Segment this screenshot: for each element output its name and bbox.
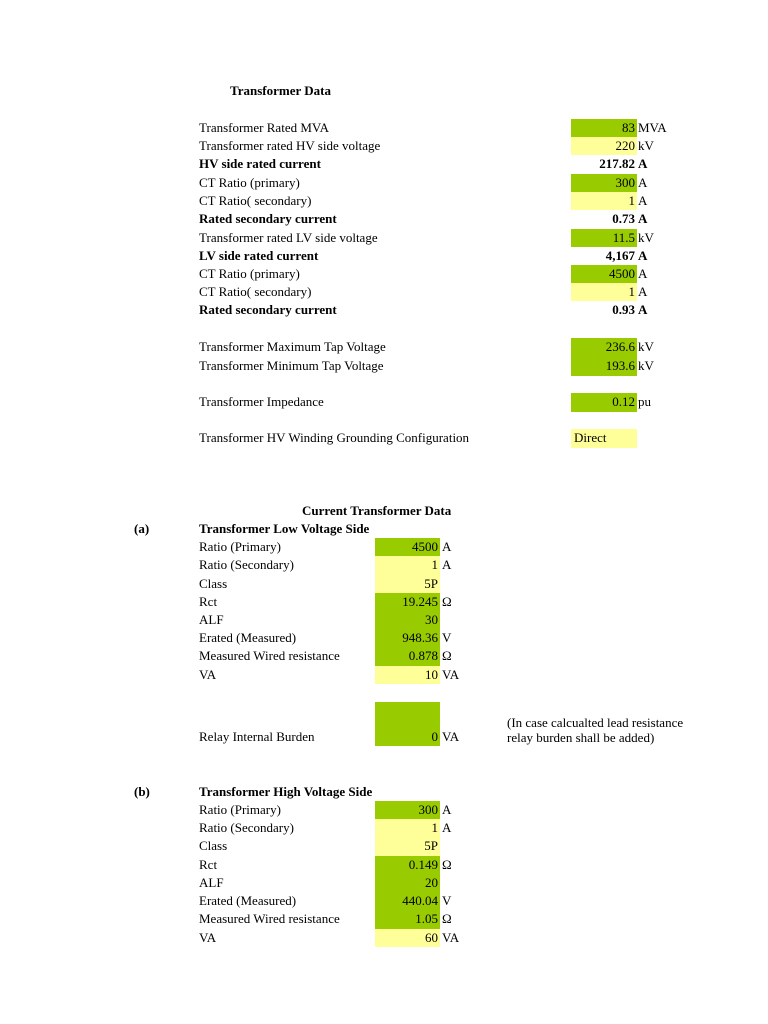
unit-hv-rated-current: A <box>638 156 648 171</box>
hv-section-heading: Transformer High Voltage Side <box>199 784 373 799</box>
hv-label-class: Class <box>199 838 228 853</box>
value-min-tap-voltage[interactable]: 193.6 <box>571 357 637 376</box>
value-hv-ct-primary[interactable]: 300 <box>571 174 637 192</box>
hv-value-alf[interactable]: 20 <box>375 874 440 892</box>
relay-burden-note-line1: (In case calcualted lead resistance <box>507 715 684 730</box>
lv-value-class[interactable]: 5P <box>375 575 440 593</box>
hv-value-va[interactable]: 60 <box>375 929 440 947</box>
lv-unit-ratio-primary: A <box>442 539 452 554</box>
value-lv-rated-current: 4,167 <box>605 248 635 263</box>
hv-label-ratio-secondary: Ratio (Secondary) <box>199 820 294 835</box>
lv-value-alf[interactable]: 30 <box>375 611 440 629</box>
unit-hv-ct-secondary: A <box>638 193 648 208</box>
value-hv-voltage[interactable]: 220 <box>571 137 637 155</box>
hv-label-va: VA <box>199 930 217 945</box>
hv-label-alf: ALF <box>199 875 224 890</box>
lv-label-va: VA <box>199 667 217 682</box>
lv-value-va[interactable]: 10 <box>375 666 440 684</box>
lv-value-ratio-secondary[interactable]: 1 <box>375 556 440 575</box>
label-impedance: Transformer Impedance <box>199 394 324 409</box>
value-max-tap-voltage[interactable]: 236.6 <box>571 338 637 357</box>
hv-value-ratio-secondary[interactable]: 1 <box>375 819 440 837</box>
label-rated-mva: Transformer Rated MVA <box>199 120 329 135</box>
label-hv-rated-current: HV side rated current <box>199 156 321 171</box>
hv-unit-wired-resistance: Ω <box>442 911 452 926</box>
label-lv-ct-secondary: CT Ratio( secondary) <box>199 284 312 299</box>
hv-unit-erated: V <box>442 893 452 908</box>
label-grounding-configuration: Transformer HV Winding Grounding Configuration <box>199 430 470 445</box>
lv-value-ratio-primary[interactable]: 4500 <box>375 538 440 556</box>
value-hv-rated-current: 217.82 <box>599 156 635 171</box>
hv-value-rct[interactable]: 0.149 <box>375 856 440 874</box>
unit-lv-ct-primary: A <box>638 266 648 281</box>
unit-lv-rated-secondary-current: A <box>638 302 648 317</box>
hv-label-wired-resistance: Measured Wired resistance <box>199 911 340 926</box>
hv-unit-va: VA <box>442 930 460 945</box>
lv-label-ratio-secondary: Ratio (Secondary) <box>199 557 294 572</box>
label-hv-voltage: Transformer rated HV side voltage <box>199 138 381 153</box>
value-grounding-configuration[interactable]: Direct <box>571 429 637 448</box>
hv-value-wired-resistance[interactable]: 1.05 <box>375 910 440 929</box>
label-lv-ct-primary: CT Ratio (primary) <box>199 266 300 281</box>
lv-value-wired-resistance[interactable]: 0.878 <box>375 647 440 666</box>
unit-rated-mva: MVA <box>638 120 667 135</box>
unit-max-tap-voltage: kV <box>638 339 654 354</box>
label-min-tap-voltage: Transformer Minimum Tap Voltage <box>199 358 384 373</box>
ct-data-title: Current Transformer Data <box>302 503 452 518</box>
relay-burden-unit: VA <box>442 729 460 744</box>
hv-value-class[interactable]: 5P <box>375 837 440 856</box>
unit-hv-voltage: kV <box>638 138 654 153</box>
unit-hv-rated-secondary-current: A <box>638 211 648 226</box>
label-hv-ct-primary: CT Ratio (primary) <box>199 175 300 190</box>
transformer-data-title: Transformer Data <box>230 83 331 98</box>
hv-label-ratio-primary: Ratio (Primary) <box>199 802 281 817</box>
value-rated-mva[interactable]: 83 <box>571 119 637 137</box>
lv-unit-wired-resistance: Ω <box>442 648 452 663</box>
unit-min-tap-voltage: kV <box>638 358 654 373</box>
value-hv-rated-secondary-current: 0.73 <box>612 211 635 226</box>
relay-burden-value[interactable]: 0 <box>375 702 440 746</box>
label-lv-rated-secondary-current: Rated secondary current <box>199 302 337 317</box>
label-lv-rated-current: LV side rated current <box>199 248 319 263</box>
hv-unit-ratio-secondary: A <box>442 820 452 835</box>
hv-label-rct: Rct <box>199 857 218 872</box>
lv-label-wired-resistance: Measured Wired resistance <box>199 648 340 663</box>
label-lv-voltage: Transformer rated LV side voltage <box>199 230 378 245</box>
lv-label-erated: Erated (Measured) <box>199 630 297 645</box>
lv-unit-ratio-secondary: A <box>442 557 452 572</box>
lv-value-rct[interactable]: 19.245 <box>375 593 440 611</box>
lv-value-erated[interactable]: 948.36 <box>375 629 440 647</box>
relay-burden-label: Relay Internal Burden <box>199 729 315 744</box>
value-impedance[interactable]: 0.12 <box>571 393 637 412</box>
value-lv-ct-primary[interactable]: 4500 <box>571 265 637 283</box>
label-hv-ct-secondary: CT Ratio( secondary) <box>199 193 312 208</box>
hv-unit-rct: Ω <box>442 857 452 872</box>
unit-lv-ct-secondary: A <box>638 284 648 299</box>
lv-label-rct: Rct <box>199 594 218 609</box>
lv-label-alf: ALF <box>199 612 224 627</box>
unit-hv-ct-primary: A <box>638 175 648 190</box>
lv-label-class: Class <box>199 576 228 591</box>
hv-section-marker: (b) <box>134 784 150 799</box>
value-hv-ct-secondary[interactable]: 1 <box>571 192 637 210</box>
unit-impedance: pu <box>638 394 651 409</box>
label-max-tap-voltage: Transformer Maximum Tap Voltage <box>199 339 386 354</box>
hv-value-erated[interactable]: 440.04 <box>375 892 440 910</box>
hv-unit-ratio-primary: A <box>442 802 452 817</box>
lv-section-heading: Transformer Low Voltage Side <box>199 521 370 536</box>
relay-burden-note-line2: relay burden shall be added) <box>507 730 655 745</box>
unit-lv-rated-current: A <box>638 248 648 263</box>
hv-value-ratio-primary[interactable]: 300 <box>375 801 440 819</box>
lv-unit-rct: Ω <box>442 594 452 609</box>
value-lv-voltage[interactable]: 11.5 <box>571 229 637 247</box>
label-hv-rated-secondary-current: Rated secondary current <box>199 211 337 226</box>
value-lv-ct-secondary[interactable]: 1 <box>571 283 637 301</box>
value-lv-rated-secondary-current: 0.93 <box>612 302 635 317</box>
lv-unit-va: VA <box>442 667 460 682</box>
hv-label-erated: Erated (Measured) <box>199 893 297 908</box>
lv-section-marker: (a) <box>134 521 150 536</box>
lv-label-ratio-primary: Ratio (Primary) <box>199 539 281 554</box>
lv-unit-erated: V <box>442 630 452 645</box>
unit-lv-voltage: kV <box>638 230 654 245</box>
